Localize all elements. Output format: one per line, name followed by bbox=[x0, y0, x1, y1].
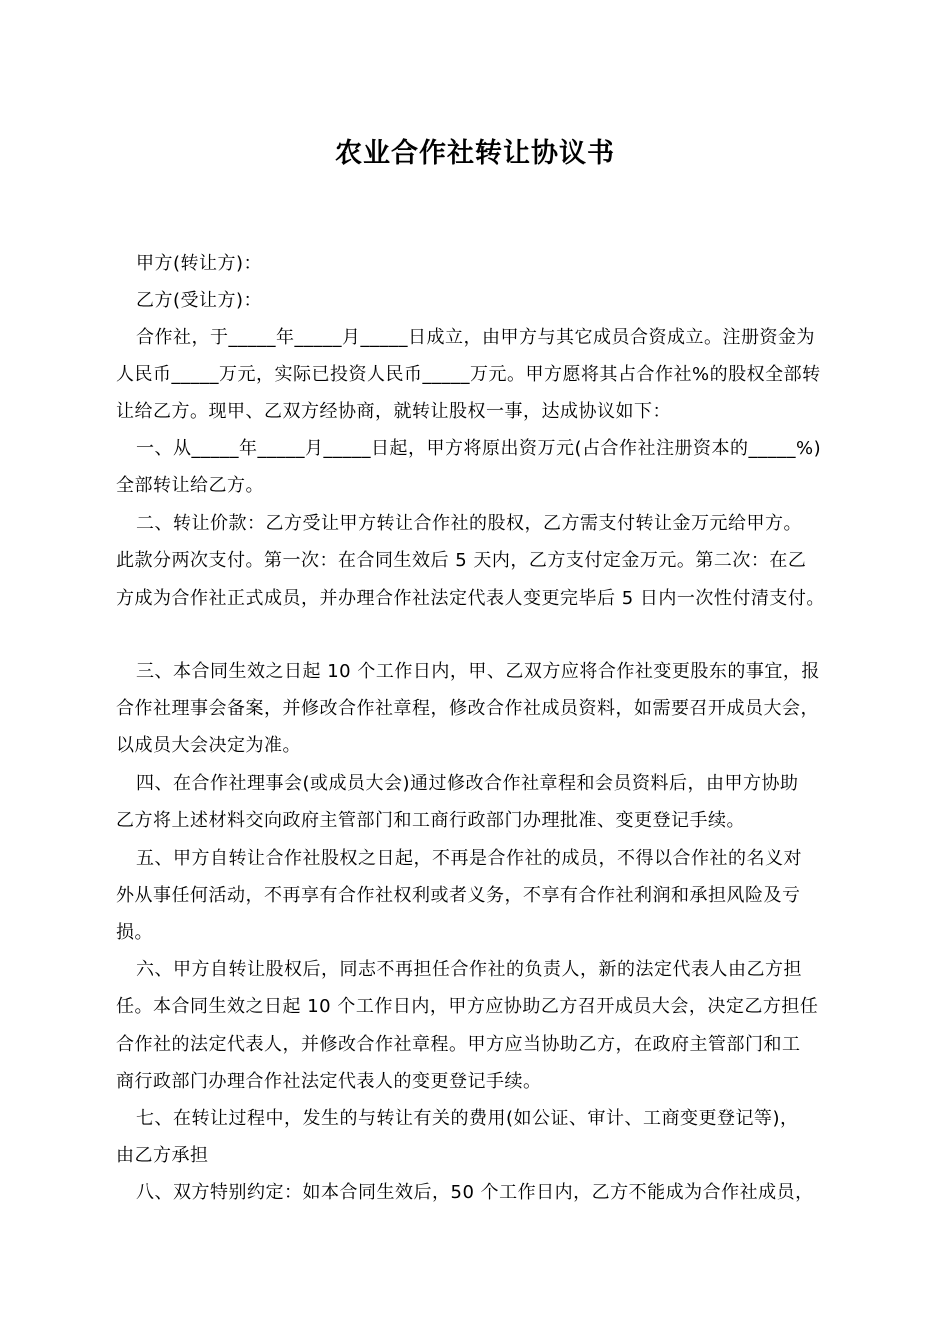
text-line: 此款分两次支付。第一次：在合同生效后 5 天内，乙方支付定金万元。第二次：在乙 bbox=[116, 550, 807, 571]
text-line: 合作社的法定代表人，并修改合作社章程。甲方应当协助乙方，在政府主管部门和工 bbox=[116, 1034, 801, 1055]
document-title: 农业合作社转让协议书 bbox=[335, 138, 615, 169]
text-line: 乙方将上述材料交向政府主管部门和工商行政部门办理批准、变更登记手续。 bbox=[116, 810, 745, 831]
text-line: 由乙方承担 bbox=[116, 1145, 209, 1166]
clause-8-line: 八、双方特别约定：如本合同生效后，50 个工作日内，乙方不能成为合作社成员， bbox=[136, 1182, 814, 1203]
text-line: 合作社理事会备案，并修改合作社章程，修改合作社成员资料，如需要召开成员大会， bbox=[116, 698, 819, 719]
clause-2-line: 二、转让价款：乙方受让甲方转让合作社的股权，乙方需支付转让金万元给甲方。 bbox=[136, 513, 802, 534]
text-line: 损。 bbox=[116, 922, 153, 943]
party-a-line: 甲方(转让方)： bbox=[136, 253, 263, 274]
text-line: 方成为合作社正式成员，并办理合作社法定代表人变更完毕后 5 日内一次性付清支付。 bbox=[116, 588, 825, 609]
text-line: 以成员大会决定为准。 bbox=[116, 735, 301, 756]
clause-6-line: 六、甲方自转让股权后，同志不再担任合作社的负责人，新的法定代表人由乙方担 bbox=[136, 959, 802, 980]
clause-7-line: 七、在转让过程中，发生的与转让有关的费用(如公证、审计、工商变更登记等)， bbox=[136, 1108, 799, 1129]
clause-3-line: 三、本合同生效之日起 10 个工作日内，甲、乙双方应将合作社变更股东的事宜，报 bbox=[136, 661, 820, 682]
party-b-line: 乙方(受让方)： bbox=[136, 290, 263, 311]
text-line: 外从事任何活动，不再享有合作社权利或者义务，不享有合作社利润和承担风险及亏 bbox=[116, 885, 801, 906]
clause-5-line: 五、甲方自转让合作社股权之日起，不再是合作社的成员，不得以合作社的名义对 bbox=[136, 848, 802, 869]
text-line: 让给乙方。现甲、乙双方经协商，就转让股权一事，达成协议如下： bbox=[116, 401, 671, 422]
text-line: 全部转让给乙方。 bbox=[116, 475, 264, 496]
clause-1-line: 一、从_____年_____月_____日起，甲方将原出资万元(占合作社注册资本的_____%) bbox=[136, 438, 822, 459]
text-line: 人民币_____万元，实际已投资人民币_____万元。甲方愿将其占合作社%的股权全部转 bbox=[116, 364, 821, 385]
clause-4-line: 四、在合作社理事会(或成员大会)通过修改合作社章程和会员资料后，由甲方协助 bbox=[136, 773, 799, 794]
text-line: 合作社，于_____年_____月_____日成立，由甲方与其它成员合资成立。注册资金为 bbox=[136, 327, 815, 348]
text-line: 任。本合同生效之日起 10 个工作日内，甲方应协助乙方召开成员大会，决定乙方担任 bbox=[116, 996, 819, 1017]
text-line: 商行政部门办理合作社法定代表人的变更登记手续。 bbox=[116, 1071, 542, 1092]
